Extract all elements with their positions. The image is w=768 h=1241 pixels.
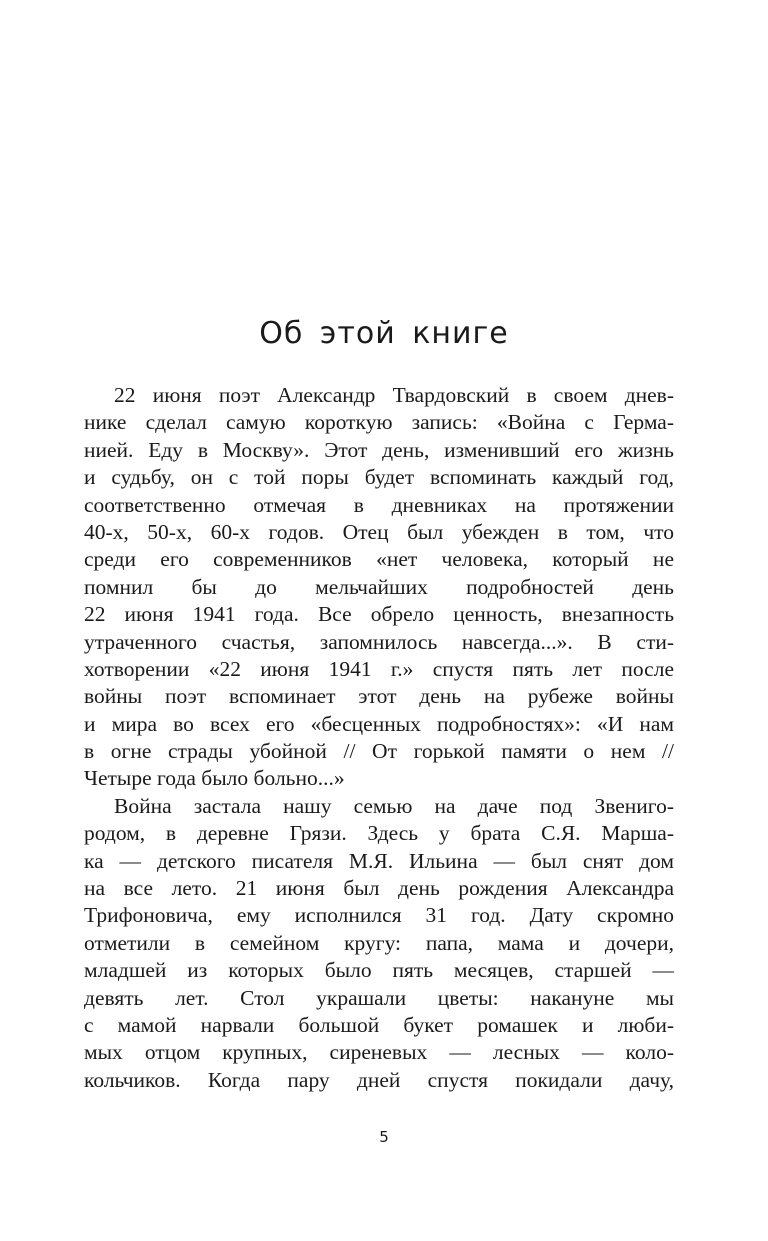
text-line: ка — детского писателя М.Я. Ильина — был снят дом <box>84 848 674 873</box>
paragraph-1 <box>84 382 674 793</box>
paragraph-2 <box>84 793 674 1094</box>
text-line: утраченного счастья, запомнилось навсегда...». В сти- <box>84 629 674 654</box>
text-line: мых отцом крупных, сиреневых — лесных — коло- <box>84 1040 674 1065</box>
text-line: хотворении «22 июня 1941 г.» спустя пять лет после <box>84 656 674 681</box>
text-line: нике сделал самую короткую запись: «Война с Герма- <box>84 410 674 435</box>
text-line: 40-х, 50-х, 60-х годов. Отец был убежден в том, что <box>84 519 674 544</box>
text-line: родом, в деревне Грязи. Здесь у брата С.Я. Марша- <box>84 821 674 846</box>
text-line: 22 июня 1941 года. Все обрело ценность, внезапность <box>84 602 674 627</box>
page-number: 5 <box>379 1128 389 1146</box>
text-line: на все лето. 21 июня был день рождения Александра <box>84 876 674 901</box>
text-line: среди его современников «нет человека, который не <box>84 547 674 572</box>
text-line: помнил бы до мельчайших подробностей день <box>84 574 674 599</box>
text-line: младшей из которых было пять месяцев, старшей — <box>84 958 674 983</box>
text-line: отметили в семейном кругу: папа, мама и дочери, <box>84 930 674 955</box>
text-line: девять лет. Стол украшали цветы: накануне мы <box>84 985 674 1010</box>
text-line: Трифоновича, ему исполнился 31 год. Дату скромно <box>84 903 674 928</box>
text-line: и судьбу, он с той поры будет вспоминать каждый год, <box>84 465 674 490</box>
text-line: 22 июня поэт Александр Твардовский в своем днев- <box>114 383 674 407</box>
body-text <box>84 382 674 1094</box>
text-line: Война застала нашу семью на даче под Звениго- <box>114 793 674 818</box>
text-line: и мира во всех его «бесценных подробностях»: «И нам <box>84 711 674 736</box>
text-line: войны поэт вспоминает этот день на рубеже войны <box>84 684 674 709</box>
text-line: с мамой нарвали большой букет ромашек и люби- <box>84 1012 674 1037</box>
text-line: соответственно отмечая в дневниках на протяжении <box>84 492 674 517</box>
text-line: нией. Еду в Москву». Этот день, изменивший его жизнь <box>84 437 674 462</box>
text-line: кольчиков. Когда пару дней спустя покидали дачу, <box>84 1067 674 1092</box>
text-line: в огне страды убойной // От горькой памяти о нем // <box>84 739 674 764</box>
text-line: Четыре года было больно...» <box>84 766 345 791</box>
page-title: Об этой книге <box>259 316 509 351</box>
